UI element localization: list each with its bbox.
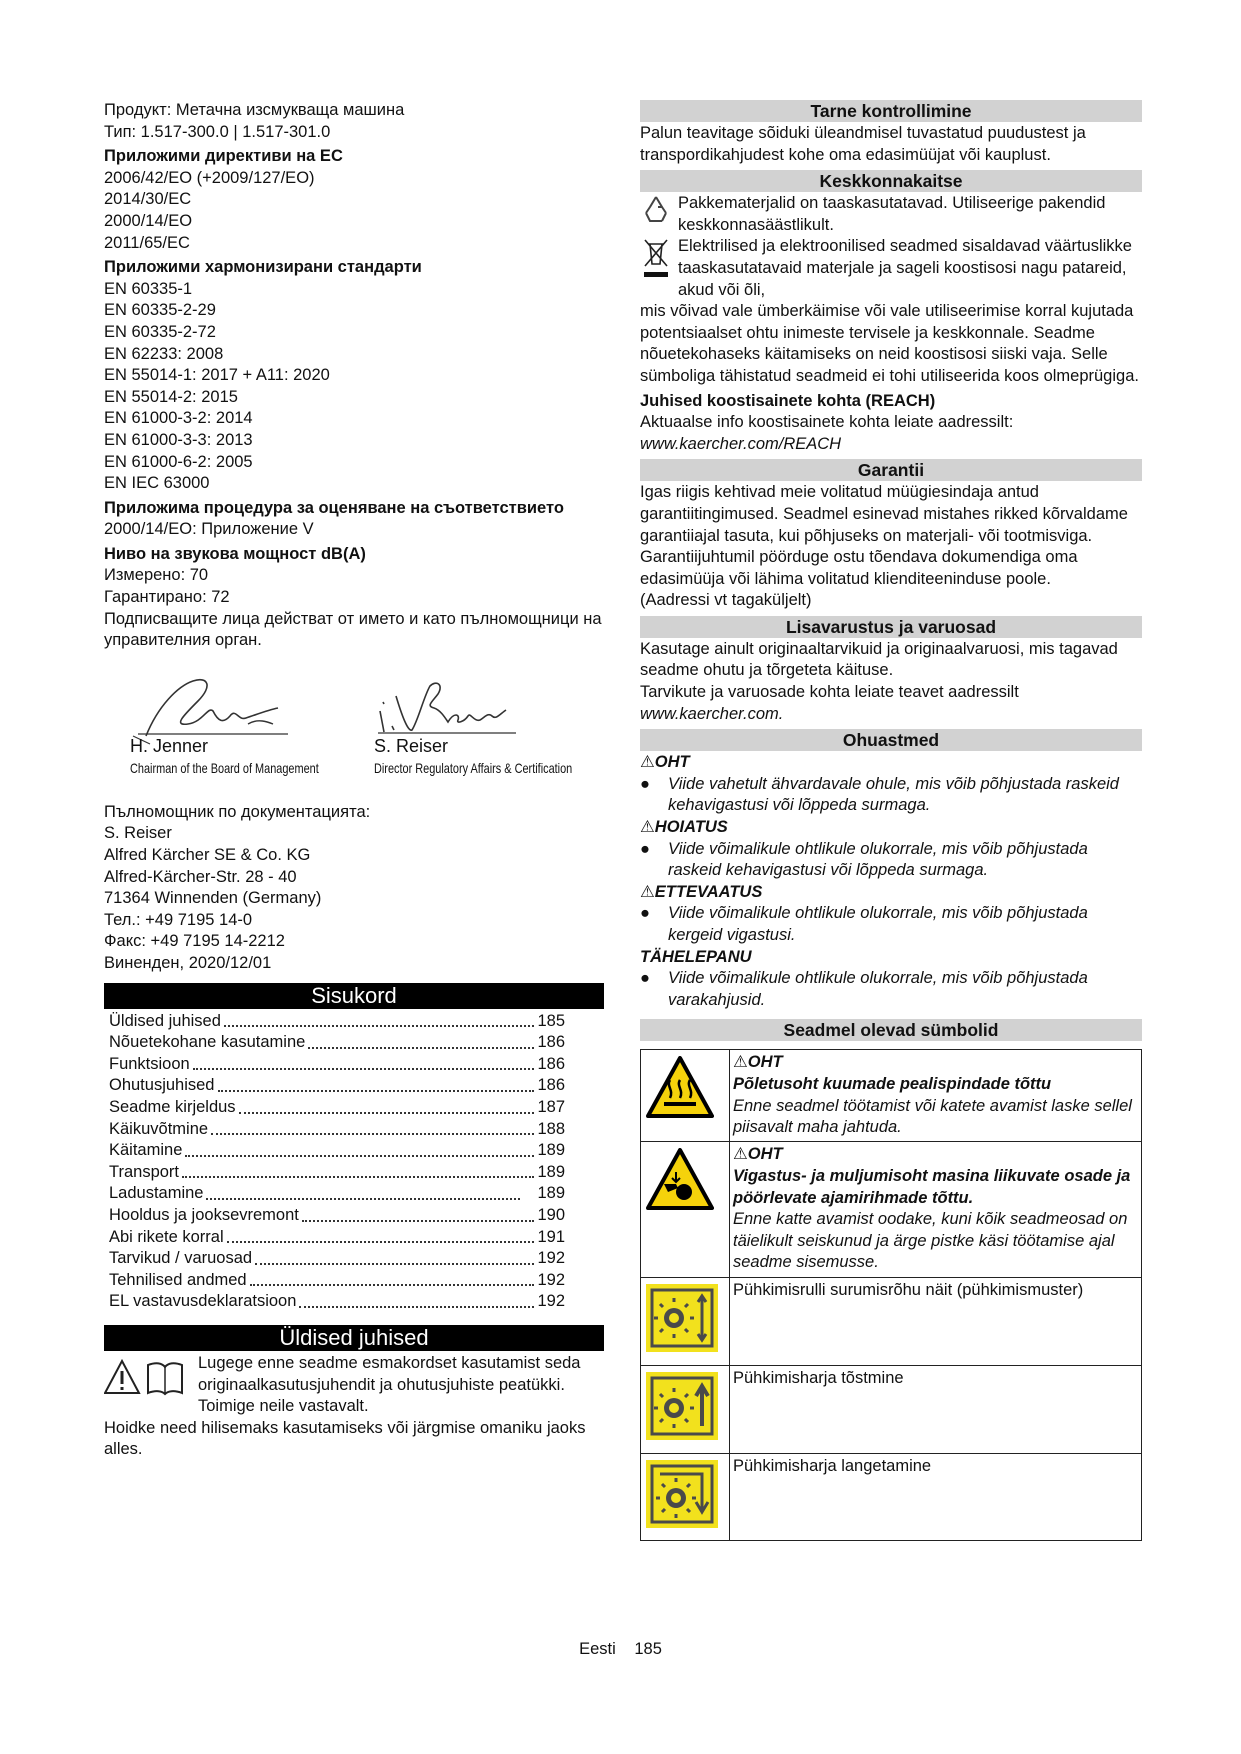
- footer-page-number: 185: [634, 1640, 662, 1658]
- warranty-title: Garantii: [640, 459, 1142, 481]
- toc-page: 189: [537, 1141, 565, 1160]
- env-text-packaging: Pakkematerjalid on taaskasutatavad. Utiliseerige pakendid keskkonnasäästlikult.: [678, 194, 1106, 234]
- symbol-heading: Vigastus- ja muljumisoht masina liikuvate osade ja pöörlevate ajamirihmade tõttu.: [733, 1166, 1131, 1207]
- toc-label: Seadme kirjeldus: [109, 1097, 236, 1116]
- toc-page: 185: [537, 1011, 565, 1030]
- toc-page: 191: [537, 1227, 565, 1246]
- symbol-row: [641, 1050, 1142, 1142]
- toc-title: Sisukord: [104, 983, 604, 1009]
- signatories-text: Подписващите лица действат от името и като пълномощници на управителния орган.: [104, 609, 602, 650]
- standards-title: Приложими хармонизирани стандарти: [104, 258, 422, 277]
- general-text: Hoidke need hilisemaks kasutamiseks või järgmise omaniku jaoks alles.: [104, 1418, 586, 1459]
- sig2-role: Director Regulatory Affairs & Certification: [374, 759, 573, 776]
- toc-entry[interactable]: [104, 1097, 565, 1119]
- hazard-item: ● Viide võimalikule ohtlikule olukorrale, mis võib põhjustada kergeid vigastusi.: [640, 903, 1142, 946]
- doc-rep-line: 71364 Winnenden (Germany): [104, 889, 322, 908]
- footer-language: Eesti: [579, 1640, 616, 1658]
- warranty-note: (Aadressi vt tagaküljelt): [640, 591, 812, 610]
- symbol-text: Pühkimisharja langetamine: [733, 1456, 932, 1475]
- sweep-pattern-icon: [646, 1284, 718, 1352]
- signature-area: [104, 652, 604, 802]
- toc-entry[interactable]: [104, 1032, 565, 1054]
- toc-entry[interactable]: [104, 1119, 565, 1141]
- standard-item: EN 61000-3-2: 2014: [104, 409, 253, 428]
- directive-item: 2014/30/EC: [104, 190, 192, 209]
- toc-page: 186: [537, 1033, 565, 1052]
- page-footer: [0, 1640, 1241, 1659]
- symbol-row: [641, 1142, 1142, 1278]
- directive-item: 2011/65/EC: [104, 233, 190, 252]
- symbols-table: [640, 1049, 1142, 1541]
- toc-page: 187: [537, 1097, 565, 1116]
- toc-page: 188: [537, 1119, 565, 1138]
- toc-entry[interactable]: [104, 1248, 565, 1270]
- toc-label: Käikuvõtmine: [109, 1119, 209, 1138]
- general-icon-row: [104, 1353, 604, 1418]
- toc-label: Nõuetekohane kasutamine: [109, 1033, 306, 1052]
- standard-item: EN 55014-2: 2015: [104, 387, 238, 406]
- toc-label: Hooldus ja jooksevremont: [109, 1205, 299, 1224]
- reach-link[interactable]: www.kaercher.com/REACH: [640, 434, 842, 453]
- env-recycle-row: [640, 193, 1142, 236]
- sound-measured: Измерено: 70: [104, 566, 209, 585]
- directive-item: 2006/42/EO (+2009/127/EO): [104, 168, 315, 187]
- env-weee-row: [640, 236, 1142, 301]
- standard-item: EN 61000-3-3: 2013: [104, 430, 253, 449]
- env-text-electrical-cont: mis võivad vale ümberkäimise või vale utiliseerimise korral kujutada potentsiaalset ohtu inimeste tervisele ja keskkonnale. Seadme nõuetekohaseks käitamiseks on neid koostisosi siiski vaja. Selle sümboliga tähistatud seadmeid ei tohi utiliseerida koos olmeprügiga.: [640, 302, 1139, 385]
- directive-item: 2000/14/EO: [104, 211, 193, 230]
- hazard-item: ● Viide võimalikule ohtlikule olukorrale, mis võib põhjustada raskeid kehavigastusi või lõppeda surmaga.: [640, 839, 1142, 882]
- toc-page: 190: [537, 1205, 565, 1224]
- sig1-role: Chairman of the Board of Management: [130, 759, 319, 776]
- toc-label: EL vastavusdeklaratsioon: [109, 1292, 297, 1311]
- symbol-text: Enne katte avamist oodake, kuni kõik seadmeosad on täielikult seiskunud ja ärge pistke käsi töötamise ajal seadme sisemusse.: [733, 1210, 1128, 1272]
- hazard-item: ● Viide vahetult ähvardavale ohule, mis võib põhjustada raskeid kehavigastusi või lõppeda surmaga.: [640, 774, 1142, 817]
- accessories-text2: Tarvikute ja varuosade kohta leiate teavet aadressilt: [640, 683, 1019, 702]
- symbol-row: [641, 1365, 1142, 1453]
- brush-raise-icon: [646, 1372, 718, 1440]
- standard-item: EN 60335-1: [104, 279, 193, 298]
- standard-item: EN IEC 63000: [104, 474, 210, 493]
- sig1-name: H. Jenner: [130, 735, 209, 756]
- type-line: Тип: 1.517-300.0 | 1.517-301.0: [104, 122, 331, 141]
- toc-page: 189: [537, 1162, 565, 1181]
- toc-entry[interactable]: [104, 1075, 565, 1097]
- right-column: [640, 100, 1142, 1541]
- delivery-title: Tarne kontrollimine: [640, 100, 1142, 122]
- toc-page: 192: [537, 1292, 565, 1311]
- hot-surface-warning-icon: [646, 1056, 714, 1120]
- toc-page: 192: [537, 1270, 565, 1289]
- delivery-text: Palun teavitage sõiduki üleandmisel tuvastatud puudustest ja transpordikahjudest kohe oma edasimüüjat või kauplust.: [640, 124, 1086, 164]
- sig2-name: S. Reiser: [374, 735, 449, 756]
- toc-entry[interactable]: [104, 1183, 565, 1205]
- general-icon-text: Lugege enne seadme esmakordset kasutamist seda originaalkasutusjuhendit ja ohutusjuhiste peatükki. Toimige neile vastavalt.: [198, 1353, 581, 1416]
- toc-entry[interactable]: [104, 1140, 565, 1162]
- hazard-text: Viide võimalikule ohtlikule olukorrale, mis võib põhjustada varakahjusid.: [668, 969, 1088, 1009]
- doc-rep-line: Alfred Kärcher SE & Co. KG: [104, 846, 311, 865]
- hazard-label: ⚠OHT: [640, 753, 690, 772]
- toc-entry[interactable]: [104, 1270, 565, 1292]
- standard-item: EN 55014-1: 2017 + A11: 2020: [104, 366, 330, 385]
- hazard-text: Viide võimalikule ohtlikule olukorrale, mis võib põhjustada kergeid vigastusi.: [668, 904, 1088, 944]
- sound-guaranteed: Гарантирано: 72: [104, 588, 230, 607]
- symbol-heading: Põletusoht kuumade pealispindade tõttu: [733, 1074, 1052, 1093]
- hazard-label: ⚠HOIATUS: [640, 818, 728, 837]
- hazard-title: Ohuastmed: [640, 729, 1142, 751]
- env-title: Keskkonnakaitse: [640, 170, 1142, 192]
- toc-label: Tehnilised andmed: [109, 1270, 247, 1289]
- symbol-row: [641, 1453, 1142, 1541]
- toc-entry[interactable]: [104, 1054, 565, 1076]
- toc-label: Ohutusjuhised: [109, 1076, 215, 1095]
- toc-label: Üldised juhised: [109, 1011, 221, 1030]
- toc-entry[interactable]: [104, 1227, 565, 1249]
- toc-page: 186: [537, 1054, 565, 1073]
- toc-page: 192: [537, 1249, 565, 1268]
- doc-rep-line: Пълномощник по документацията:: [104, 802, 371, 821]
- standard-item: EN 60335-2-72: [104, 322, 216, 341]
- accessories-link[interactable]: www.kaercher.com.: [640, 704, 784, 723]
- procedure-title: Приложима процедура за оценяване на съответствието: [104, 498, 564, 517]
- toc-label: Abi rikete korral: [109, 1227, 224, 1246]
- toc-page: 189: [537, 1184, 565, 1203]
- accessories-title: Lisavarustus ja varuosad: [640, 616, 1142, 638]
- general-title: Üldised juhised: [104, 1325, 604, 1351]
- doc-rep-line: Тел.: +49 7195 14-0: [104, 910, 253, 929]
- hand-crush-warning-icon: [646, 1148, 714, 1212]
- accessories-text: Kasutage ainult originaaltarvikuid ja originaalvaruosi, mis tagavad seadme ohutu ja tõrgeteta käituse.: [640, 639, 1118, 680]
- procedure-text: 2000/14/EO: Приложение V: [104, 520, 314, 539]
- symbol-text: Enne seadmel töötamist või katete avamist laske sellel piisavalt maha jahtuda.: [733, 1096, 1132, 1137]
- symbol-label: ⚠OHT: [733, 1145, 783, 1164]
- recycle-icon: [640, 193, 672, 225]
- warning-book-icon: [104, 1359, 184, 1397]
- toc-label: Funktsioon: [109, 1054, 190, 1073]
- symbol-label: ⚠OHT: [733, 1053, 783, 1072]
- product-line: Продукт: Метачна изсмукваща машина: [104, 101, 405, 119]
- weee-bin-icon: [640, 236, 672, 284]
- hazard-item: ● Viide võimalikule ohtlikule olukorrale, mis võib põhjustada varakahjusid.: [640, 968, 1142, 1011]
- toc-label: Ladustamine: [109, 1184, 204, 1203]
- symbol-row: [641, 1278, 1142, 1366]
- hazard-text: Viide vahetult ähvardavale ohule, mis võib põhjustada raskeid kehavigastusi või lõppeda surmaga.: [668, 774, 1119, 815]
- hazard-label: TÄHELEPANU: [640, 947, 752, 966]
- doc-rep-line: Alfred-Kärcher-Str. 28 - 40: [104, 867, 297, 886]
- standard-item: EN 60335-2-29: [104, 301, 216, 320]
- symbol-text: Pühkimisharja tõstmine: [733, 1368, 904, 1387]
- sound-title: Ниво на звукова мощност dB(A): [104, 544, 366, 563]
- hazard-label: ⚠ETTEVAATUS: [640, 882, 763, 901]
- directives-title: Приложими директиви на ЕС: [104, 147, 343, 166]
- warranty-text: Igas riigis kehtivad meie volitatud müügiesindaja antud garantiitingimused. Seadmel esinevad mistahes rikked kõrvaldame garantiiajal tasuta, kui põhjuseks on materjali- või tootmisviga. Garantiijuhtumil pöörduge ostu tõendava dokumendiga oma edasimüüja või lähima volitatud klienditeeninduse poole.: [640, 483, 1128, 588]
- doc-rep-line: Виненден, 2020/12/01: [104, 954, 272, 972]
- standard-item: EN 61000-6-2: 2005: [104, 452, 253, 471]
- reach-text: Aktuaalse info koostisainete kohta leiate aadressilt:: [640, 413, 1014, 432]
- doc-rep-line: Факс: +49 7195 14-2212: [104, 932, 285, 951]
- brush-lower-icon: [646, 1460, 718, 1528]
- symbol-text: Pühkimisrulli surumisrõhu näit (pühkimismuster): [733, 1281, 1084, 1300]
- toc-entry[interactable]: [104, 1011, 565, 1033]
- toc-label: Transport: [109, 1162, 179, 1181]
- env-text-electrical: Elektrilised ja elektroonilised seadmed sisaldavad väärtuslikke taaskasutatavaid materjale ja sageli koostisosi nagu patareid, akud või õli,: [678, 237, 1132, 299]
- toc-page: 186: [537, 1076, 565, 1095]
- toc: [104, 1011, 604, 1313]
- symbols-title: Seadmel olevad sümbolid: [640, 1019, 1142, 1041]
- signature-reiser: [374, 666, 524, 741]
- toc-entry[interactable]: [104, 1291, 565, 1313]
- reach-title: Juhised koostisainete kohta (REACH): [640, 391, 936, 410]
- doc-rep-line: S. Reiser: [104, 824, 172, 843]
- hazard-text: Viide võimalikule ohtlikule olukorrale, mis võib põhjustada raskeid kehavigastusi või lõppeda surmaga.: [668, 839, 1088, 880]
- toc-entry[interactable]: [104, 1205, 565, 1227]
- standard-item: EN 62233: 2008: [104, 344, 224, 363]
- toc-entry[interactable]: [104, 1162, 565, 1184]
- toc-label: Käitamine: [109, 1141, 183, 1160]
- toc-label: Tarvikud / varuosad: [109, 1249, 253, 1268]
- left-column: [104, 100, 604, 1461]
